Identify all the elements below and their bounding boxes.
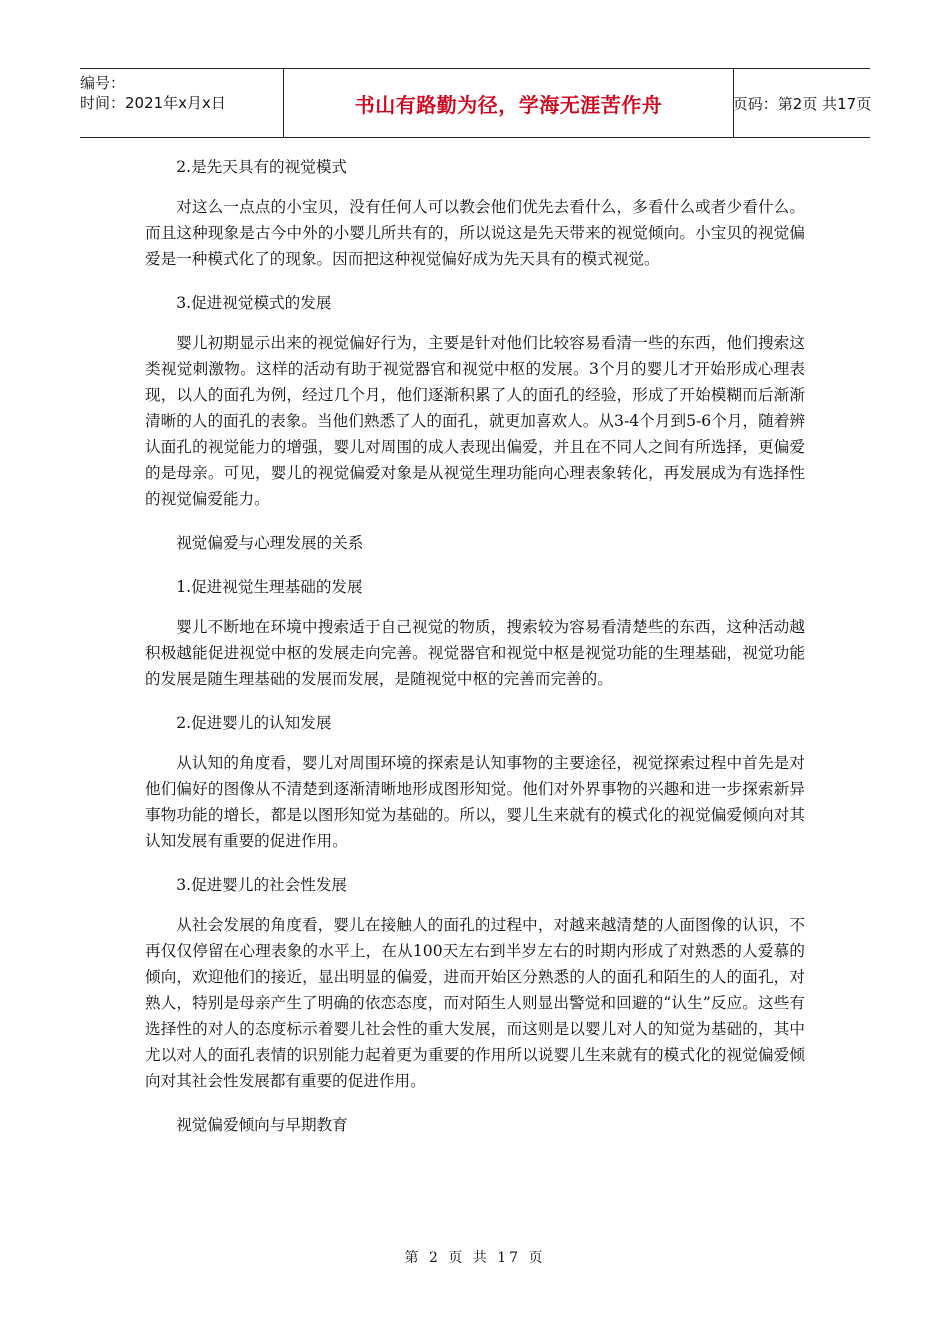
date-label: 时间：2021年x月x日	[80, 94, 226, 112]
body-paragraph: 婴儿初期显示出来的视觉偏好行为，主要是针对他们比较容易看清一些的东西，他们搜索这类视觉刺激物。这样的活动有助于视觉器官和视觉中枢的发展。3个月的婴儿才开始形成心理表现，以人的面孔为例，经过几个月，他们逐渐积累了人的面孔的经验，形成了开始模糊而后渐渐清晰的人的面孔的表象。当他们熟悉了人的面孔，就更加喜欢人。从3-4个月到5-6个月，随着辨认面孔的视觉能力的增强，婴儿对周围的成人表现出偏爱，并且在不同人之间有所选择，更偏爱的是母亲。可见，婴儿的视觉偏爱对象是从视觉生理功能向心理表象转化，再发展成为有选择性的视觉偏爱能力。	[145, 334, 805, 508]
body-paragraph: 婴儿不断地在环境中搜索适于自己视觉的物质，搜索较为容易看清楚些的东西，这种活动越积极越能促进视觉中枢的发展走向完善。视觉器官和视觉中枢是视觉功能的生理基础，视觉功能的发展是随生理基础的发展而发展，是随视觉中枢的完善而完善的。	[145, 618, 805, 688]
section-heading: 2.促进婴儿的认知发展	[176, 714, 332, 732]
section-heading: 1.促进视觉生理基础的发展	[176, 578, 363, 596]
page-header	[80, 68, 870, 138]
page-info-text: 页码：第2页 共17页	[732, 94, 872, 113]
header-page-info	[734, 69, 870, 137]
section-heading: 视觉偏爱倾向与早期教育	[176, 1116, 348, 1134]
serial-number-label: 编号：	[80, 74, 126, 92]
body-paragraph: 对这么一点点的小宝贝，没有任何人可以教会他们优先去看什么，多看什么或者少看什么。而且这种现象是古今中外的小婴儿所共有的，所以说这是先天带来的视觉倾向。小宝贝的视觉偏爱是一种模式化了的现象。因而把这种视觉偏好成为先天具有的模式视觉。	[145, 198, 805, 268]
document-body	[145, 154, 805, 1138]
body-paragraph: 从认知的角度看，婴儿对周围环境的探索是认知事物的主要途径，视觉探索过程中首先是对他们偏好的图像从不清楚到逐渐清晰地形成图形知觉。他们对外界事物的兴趣和进一步探索新异事物功能的增长，都是以图形知觉为基础的。所以，婴儿生来就有的模式化的视觉偏爱倾向对其认知发展有重要的促进作用。	[145, 754, 805, 850]
section-heading: 2.是先天具有的视觉模式	[176, 158, 348, 176]
body-paragraph: 从社会发展的角度看，婴儿在接触人的面孔的过程中，对越来越清楚的人面图像的认识，不再仅仅停留在心理表象的水平上，在从100天左右到半岁左右的时期内形成了对熟悉的人爱慕的倾向，欢迎他们的接近，显出明显的偏爱，进而开始区分熟悉的人的面孔和陌生的人的面孔，对熟人，特别是母亲产生了明确的依恋态度，而对陌生人则显出警觉和回避的“认生”反应。这些有选择性的对人的态度标示着婴儿社会性的重大发展，而这则是以婴儿对人的知觉为基础的，其中尤以对人的面孔表情的识别能力起着更为重要的作用所以说婴儿生来就有的模式化的视觉偏爱倾向对其社会性发展都有重要的促进作用。	[145, 916, 805, 1090]
footer-page-number: 第 2 页 共 17 页	[404, 1250, 546, 1266]
motto-text: 书山有路勤为径，学海无涯苦作舟	[354, 92, 663, 117]
section-heading: 3.促进视觉模式的发展	[176, 294, 332, 312]
section-heading: 视觉偏爱与心理发展的关系	[176, 534, 364, 552]
section-heading: 3.促进婴儿的社会性发展	[176, 876, 348, 894]
header-meta	[80, 69, 283, 137]
header-motto-cell	[283, 69, 734, 137]
page-footer	[0, 1247, 950, 1267]
